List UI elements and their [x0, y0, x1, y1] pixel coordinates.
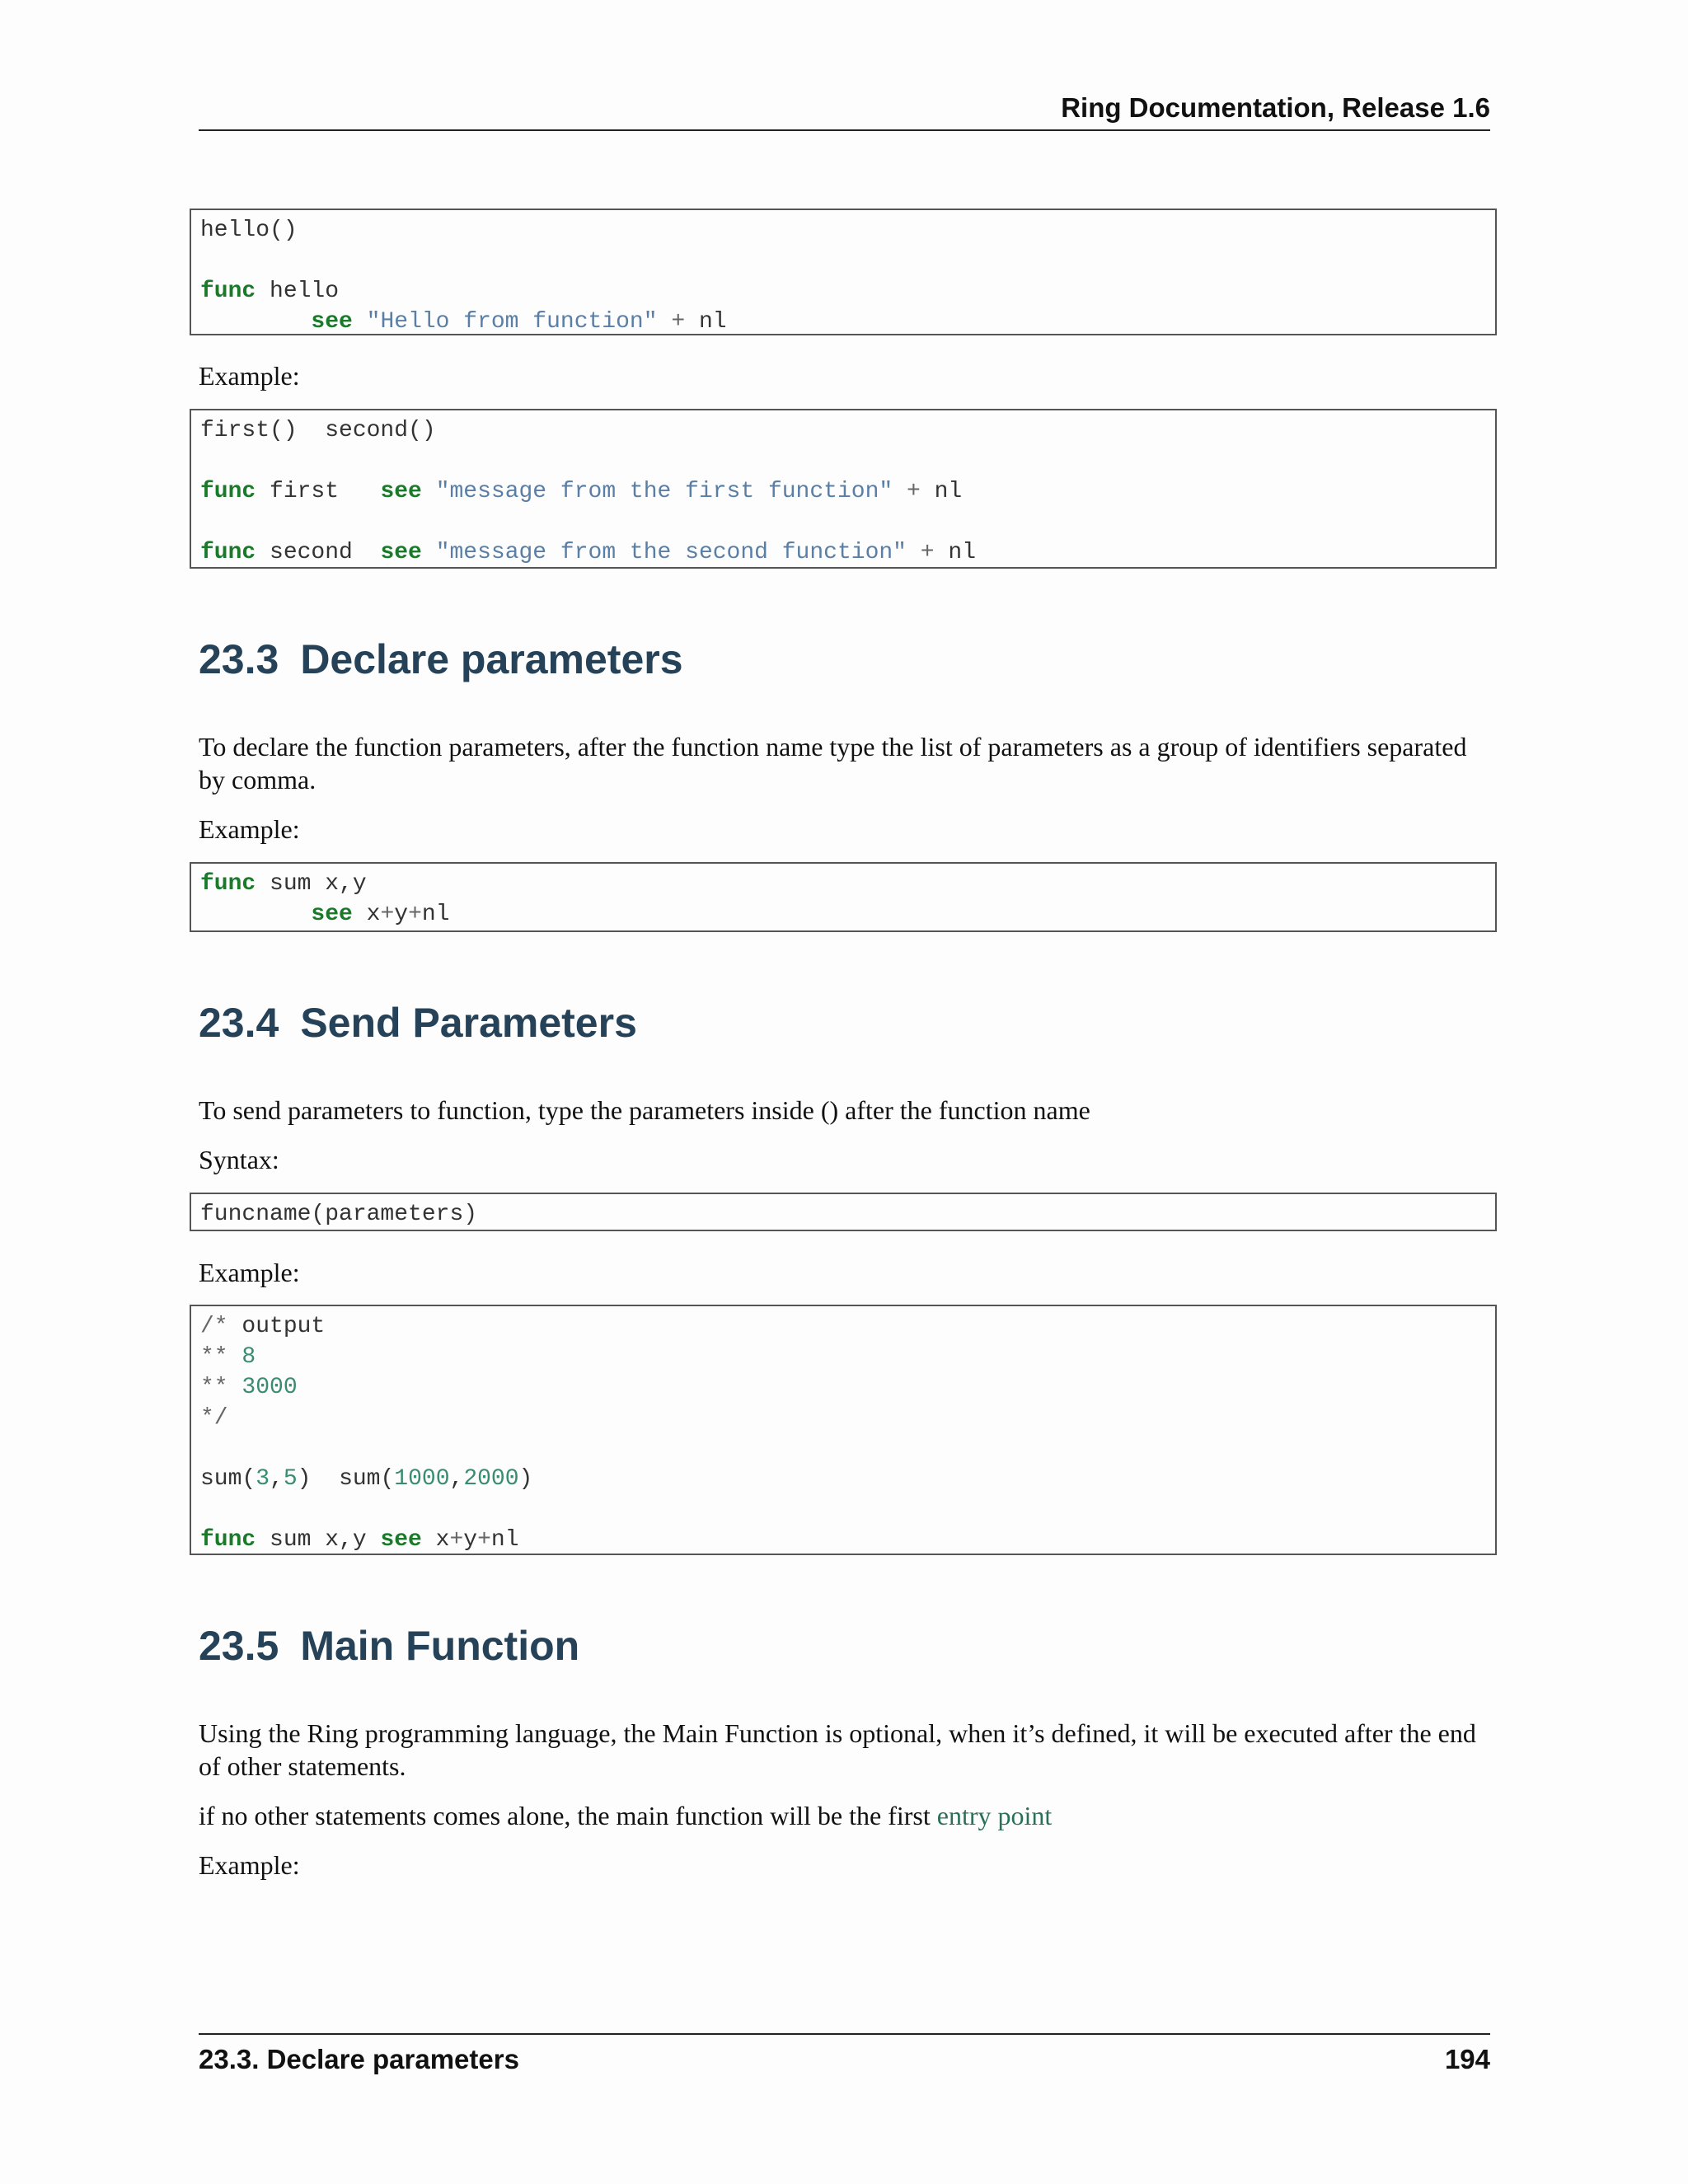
code-token: nl [698, 309, 727, 335]
code-token: nl [948, 540, 977, 565]
code-token: , [270, 1466, 284, 1492]
code-line [200, 1199, 1495, 1230]
code-token: + [380, 902, 395, 927]
code-token: + [408, 902, 422, 927]
code-line [200, 1494, 1495, 1525]
code-token: see [311, 309, 353, 335]
code-token: "message from the first function" [435, 479, 893, 504]
code-token: ) sum( [297, 1466, 395, 1492]
paragraph: Using the Ring programming language, the Main Function is optional, when it’s defined, it will be executed after the end of other statements. [199, 1718, 1476, 1781]
code-line [200, 1464, 1495, 1494]
code-token: output [241, 1314, 326, 1339]
code-block[interactable] [190, 409, 1497, 569]
code-token: second [256, 540, 381, 565]
example-label: Example: [199, 1850, 300, 1880]
code-line [200, 869, 1495, 899]
code-token: ) [518, 1466, 533, 1492]
code-token: func [200, 1527, 256, 1553]
section-number: 23.3 [199, 636, 279, 682]
code-token [422, 479, 436, 504]
section-number: 23.5 [199, 1623, 279, 1669]
code-token: func [200, 279, 256, 304]
code-token: /* [200, 1314, 242, 1339]
page-number: 194 [1444, 2044, 1490, 2074]
footer-divider [199, 2033, 1490, 2035]
code-line [200, 537, 1495, 568]
code-token: 3000 [241, 1375, 298, 1400]
code-line [200, 1525, 1495, 1555]
running-header: Ring Documentation, Release 1.6 [1061, 92, 1490, 123]
code-token: nl [421, 902, 450, 927]
section-heading [199, 1622, 579, 1670]
code-token [353, 309, 367, 335]
code-token: 5 [283, 1466, 298, 1492]
code-token: , [449, 1466, 464, 1492]
header-divider [199, 129, 1490, 131]
code-line [200, 246, 1495, 276]
paragraph: To send parameters to function, type the parameters inside () after the function name [199, 1095, 1090, 1125]
code-token: + [906, 540, 949, 565]
code-block[interactable] [190, 1193, 1497, 1231]
code-line [200, 1433, 1495, 1464]
code-token: see [380, 479, 422, 504]
code-block[interactable] [190, 862, 1497, 932]
code-line [200, 307, 1495, 337]
code-token: see [380, 1527, 422, 1553]
code-token: + [893, 479, 935, 504]
code-token: y [394, 902, 409, 927]
code-token: func [200, 479, 256, 504]
code-token: func [200, 540, 256, 565]
code-block[interactable] [190, 1305, 1497, 1555]
code-token [200, 902, 311, 927]
code-token: sum x,y [256, 871, 367, 897]
code-token: sum( [200, 1466, 256, 1492]
code-token: 8 [241, 1344, 256, 1370]
code-token: ** [200, 1375, 242, 1400]
code-token: first [256, 479, 381, 504]
example-label: Example: [199, 361, 300, 391]
code-token: nl [490, 1527, 519, 1553]
code-token: 1000 [394, 1466, 450, 1492]
code-token: ** [200, 1344, 242, 1370]
code-token: first() second() [200, 418, 436, 443]
code-line [200, 1372, 1495, 1403]
syntax-label: Syntax: [199, 1145, 279, 1174]
example-label: Example: [199, 1258, 300, 1287]
section-title: Main Function [300, 1623, 580, 1669]
code-block[interactable] [190, 209, 1497, 335]
code-token: + [449, 1527, 464, 1553]
code-token: y [463, 1527, 478, 1553]
code-token: hello [256, 279, 340, 304]
section-title: Send Parameters [300, 1000, 637, 1046]
code-line [200, 415, 1495, 446]
code-line [200, 1342, 1495, 1372]
code-line [200, 899, 1495, 930]
code-line [200, 276, 1495, 307]
code-token: */ [200, 1405, 228, 1431]
entry-point-link[interactable]: entry point [936, 1801, 1053, 1830]
code-line [200, 1311, 1495, 1342]
code-token: nl [934, 479, 963, 504]
code-line [200, 215, 1495, 246]
code-token: "message from the second function" [435, 540, 907, 565]
code-token: see [380, 540, 422, 565]
code-token: "Hello from function" [366, 309, 658, 335]
paragraph: To declare the function parameters, after the function name type the list of parameters as a group of identifiers separated by comma. [199, 732, 1467, 794]
section-number: 23.4 [199, 1000, 279, 1046]
code-line [200, 507, 1495, 537]
code-token: funcname(parameters) [200, 1202, 478, 1227]
code-token: + [477, 1527, 491, 1553]
code-line [200, 1403, 1495, 1433]
code-token [200, 309, 311, 335]
code-token: x [421, 1527, 450, 1553]
code-line [200, 446, 1495, 476]
section-heading [199, 635, 683, 683]
example-label: Example: [199, 814, 300, 844]
code-token: + [657, 309, 699, 335]
code-token: see [311, 902, 353, 927]
code-token [422, 540, 436, 565]
code-token: func [200, 871, 256, 897]
paragraph [199, 1799, 1490, 1832]
code-token: sum x,y [256, 1527, 381, 1553]
section-title: Declare parameters [300, 636, 683, 682]
section-heading [199, 999, 637, 1047]
paragraph-text: if no other statements comes alone, the main function will be the first [199, 1801, 937, 1830]
code-token: hello() [200, 218, 298, 243]
code-line [200, 476, 1495, 507]
code-token: 2000 [463, 1466, 519, 1492]
footer-section-ref: 23.3. Declare parameters [199, 2044, 519, 2074]
code-token: x [352, 902, 381, 927]
code-token: 3 [256, 1466, 270, 1492]
